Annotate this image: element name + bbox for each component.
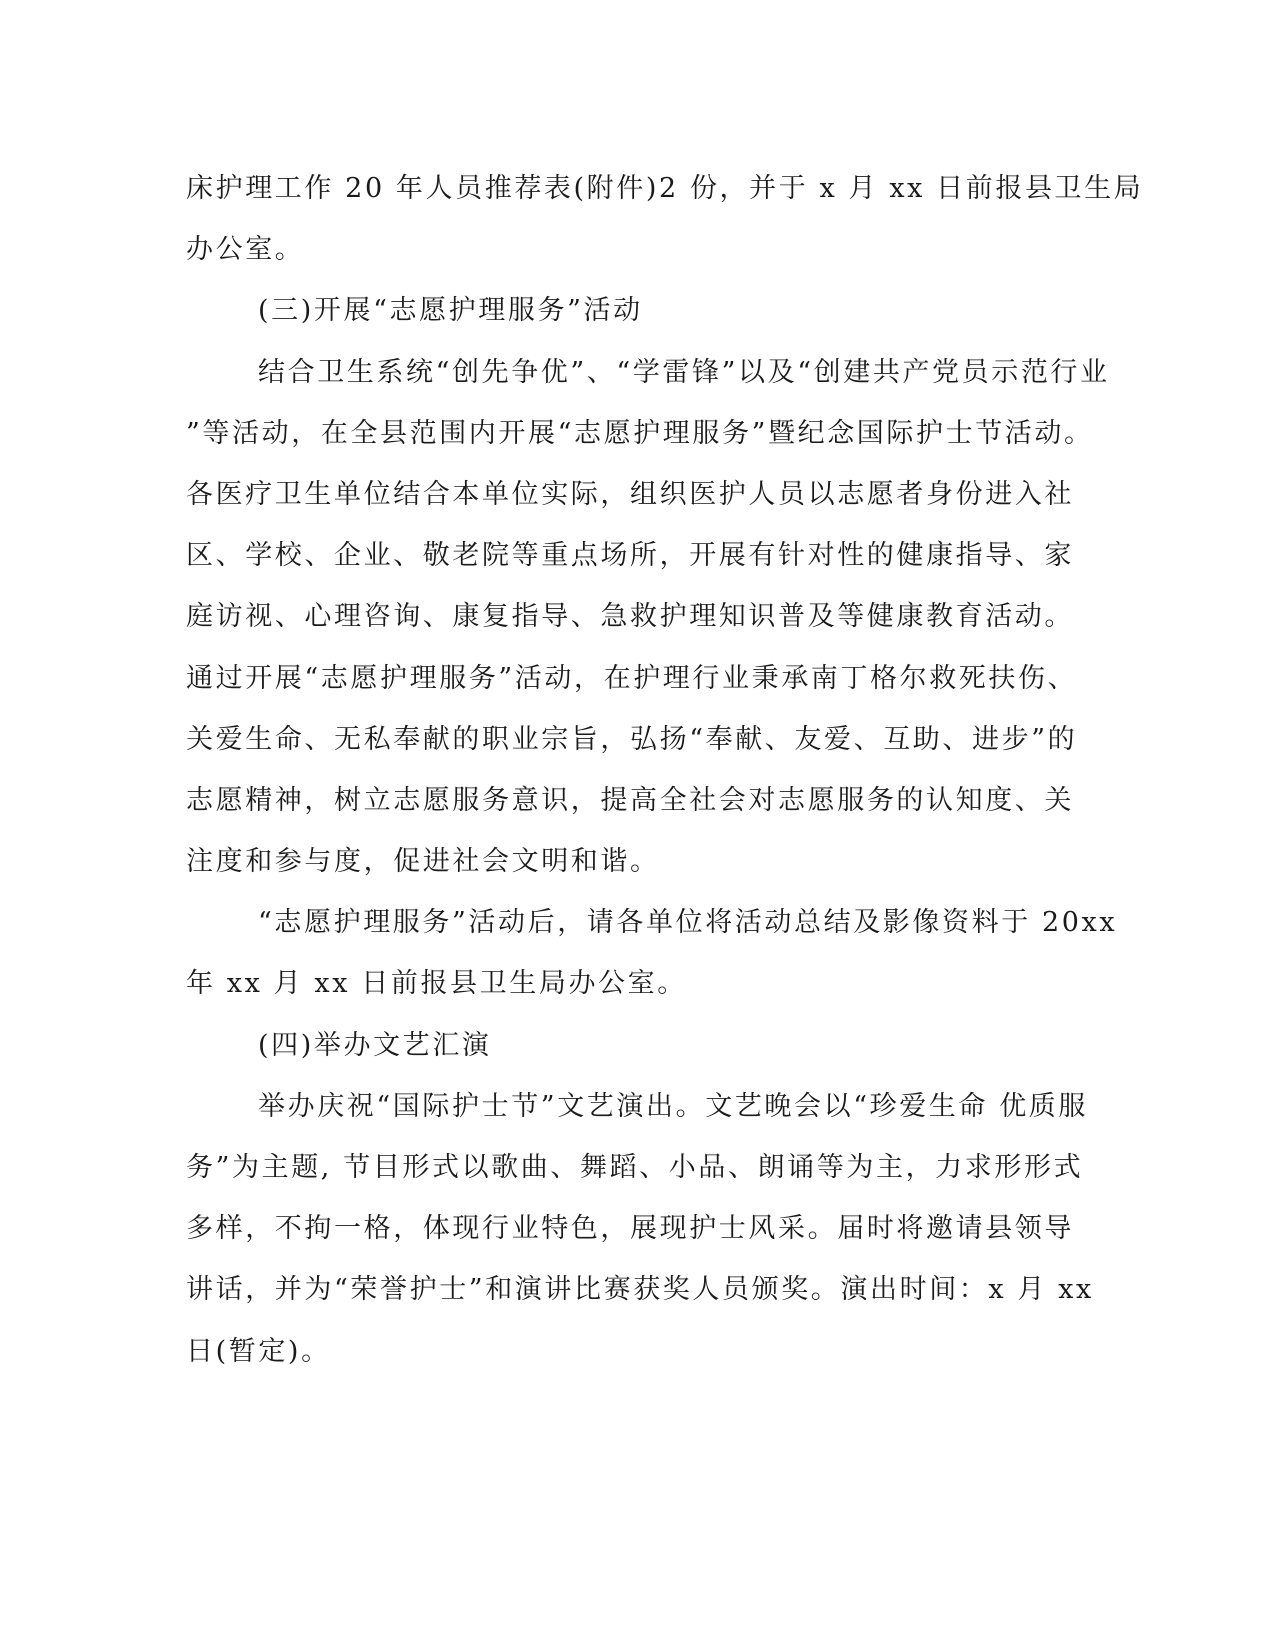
text-line: 办公室。 xyxy=(186,234,305,266)
document-body xyxy=(186,158,1144,1382)
paragraph-first-line: 举办庆祝“国际护士节”文艺演出。文艺晚会以“珍爱生命 优质服 xyxy=(258,1090,1088,1122)
text-line: 多样，不拘一格，体现行业特色，展现护士风采。届时将邀请县领导 xyxy=(186,1213,1074,1245)
paragraph-first-line: “志愿护理服务”活动后，请各单位将活动总结及影像资料于 20xx xyxy=(258,907,1118,939)
text-line: 注度和参与度，促进社会文明和谐。 xyxy=(186,846,660,878)
text-line: 区、学校、企业、敬老院等重点场所，开展有针对性的健康指导、家 xyxy=(186,540,1074,572)
text-line: 各医疗卫生单位结合本单位实际，组织医护人员以志愿者身份进入社 xyxy=(186,478,1074,510)
text-line: 年 xx 月 xx 日前报县卫生局办公室。 xyxy=(186,968,687,1000)
text-line: 通过开展“志愿护理服务”活动，在护理行业秉承南丁格尔救死扶伤、 xyxy=(186,662,1078,694)
text-line: ”等活动，在全县范围内开展“志愿护理服务”暨纪念国际护士节活动。 xyxy=(186,417,1094,449)
text-line: 志愿精神，树立志愿服务意识，提高全社会对志愿服务的认知度、关 xyxy=(186,784,1074,816)
text-line: 讲话，并为“荣誉护士”和演讲比赛获奖人员颁奖。演出时间：x 月 xx xyxy=(186,1274,1094,1306)
text-line: 庭访视、心理咨询、康复指导、急救护理知识普及等健康教育活动。 xyxy=(186,601,1074,633)
paragraph-first-line: 结合卫生系统“创先争优”、“学雷锋”以及“创建共产党员示范行业 xyxy=(258,356,1110,388)
section-heading: (四)举办文艺汇演 xyxy=(258,1029,492,1061)
text-line: 务”为主题, 节目形式以歌曲、舞蹈、小品、朗诵等为主，力求形形式 xyxy=(186,1152,1084,1183)
text-line: 床护理工作 20 年人员推荐表(附件)2 份，并于 x 月 xx 日前报县卫生局 xyxy=(186,173,1144,204)
text-line: 关爱生命、无私奉献的职业宗旨，弘扬“奉献、友爱、互助、进步”的 xyxy=(186,723,1078,755)
section-heading: (三)开展“志愿护理服务”活动 xyxy=(258,295,643,327)
text-line: 日(暂定)。 xyxy=(186,1335,331,1367)
